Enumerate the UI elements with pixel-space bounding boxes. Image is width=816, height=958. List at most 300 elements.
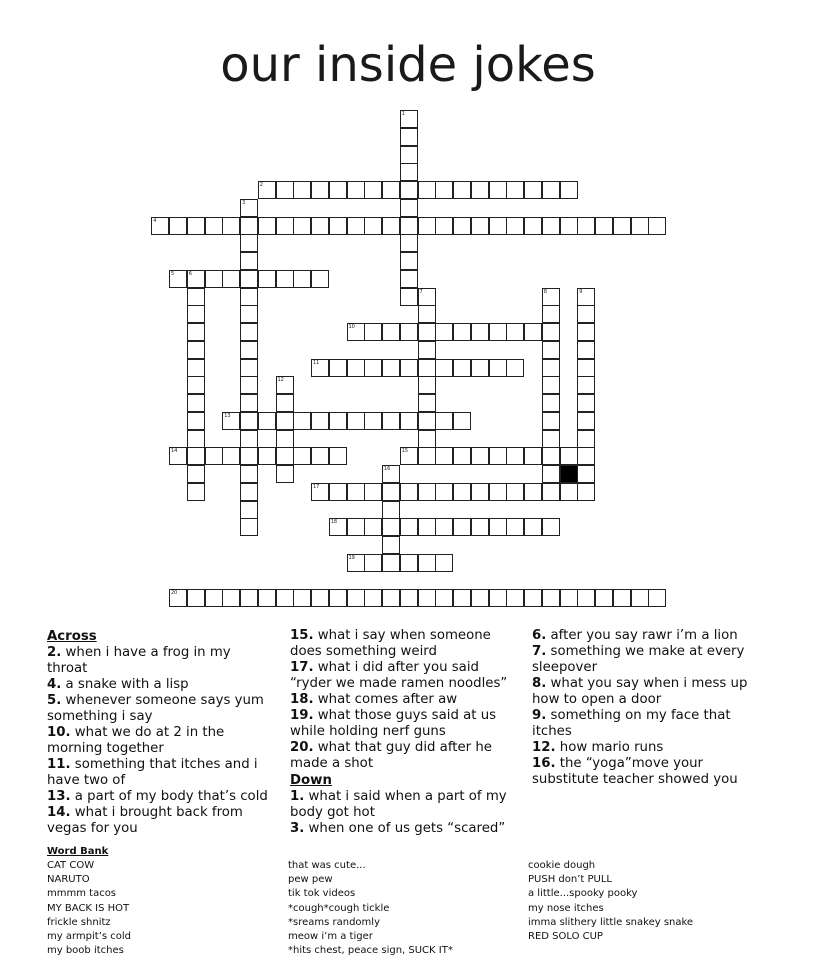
clue-number-label: 12. [532,740,556,755]
grid-cell[interactable] [418,376,436,394]
clue-number: 6 [188,270,192,277]
grid-cell[interactable] [382,536,400,554]
clue-number: 19 [348,554,355,561]
grid-cell[interactable] [382,554,400,572]
grid-cell[interactable] [187,217,205,235]
grid-cell[interactable] [577,341,595,359]
grid-cell[interactable] [577,359,595,377]
clue-text: what comes after aw [313,692,458,707]
grid-cell[interactable] [435,589,453,607]
grid-cell[interactable] [240,394,258,412]
grid-cell[interactable] [347,518,365,536]
grid-cell[interactable] [311,270,329,288]
clues-column-1 [47,628,275,837]
word-bank-item: pew pew [288,874,333,886]
word-bank-item: NARUTO [47,874,90,886]
grid-cell[interactable] [542,589,560,607]
grid-cell[interactable] [542,394,560,412]
grid-cell[interactable] [613,217,631,235]
clue-number-label: 19. [290,708,314,723]
grid-cell[interactable] [400,181,418,199]
grid-cell[interactable] [364,589,382,607]
grid-cell[interactable] [240,234,258,252]
grid-cell[interactable] [187,589,205,607]
grid-cell[interactable] [648,589,666,607]
clue-text: the “yoga”move your substitute teacher showed you [532,756,738,787]
grid-cell[interactable] [187,412,205,430]
grid-cell[interactable] [400,518,418,536]
grid-cell[interactable] [240,252,258,270]
grid-cell[interactable] [293,181,311,199]
grid-cell[interactable] [329,589,347,607]
grid-cell[interactable] [329,447,347,465]
grid-cell[interactable] [364,359,382,377]
clue-item [532,756,764,788]
grid-cell[interactable] [418,430,436,448]
grid-cell[interactable] [506,483,524,501]
grid-cell[interactable] [329,359,347,377]
grid-cell[interactable] [595,217,613,235]
grid-cell[interactable] [329,412,347,430]
grid-cell[interactable] [240,288,258,306]
grid-cell[interactable] [453,447,471,465]
grid-cell[interactable] [347,554,365,572]
grid-cell[interactable] [382,181,400,199]
grid-cell[interactable] [258,181,276,199]
grid-cell[interactable] [418,217,436,235]
grid-cell[interactable] [222,412,240,430]
clue-item [47,725,275,757]
grid-cell[interactable] [276,181,294,199]
grid-cell[interactable] [364,412,382,430]
grid-cell[interactable] [435,412,453,430]
grid-cell[interactable] [382,323,400,341]
grid-cell[interactable] [400,110,418,128]
grid-cell[interactable] [400,270,418,288]
grid-cell[interactable] [453,483,471,501]
grid-cell[interactable] [418,359,436,377]
grid-cell[interactable] [382,465,400,483]
grid-cell[interactable] [240,483,258,501]
word-bank-item: frickle shnitz [47,916,111,928]
grid-cell[interactable] [400,589,418,607]
grid-cell[interactable] [577,376,595,394]
clue-text: a part of my body that’s cold [70,789,268,804]
grid-cell[interactable] [631,589,649,607]
grid-cell[interactable] [187,270,205,288]
clue-text: something that itches and i have two of [47,757,258,788]
grid-cell[interactable] [577,323,595,341]
grid-cell[interactable] [311,359,329,377]
grid-cell[interactable] [276,589,294,607]
grid-cell[interactable] [577,412,595,430]
grid-cell[interactable] [293,412,311,430]
grid-cell[interactable] [240,217,258,235]
grid-cell[interactable] [205,589,223,607]
grid-cell[interactable] [364,181,382,199]
grid-cell[interactable] [453,518,471,536]
grid-cell[interactable] [613,589,631,607]
grid-cell[interactable] [240,518,258,536]
grid-cell[interactable] [542,323,560,341]
grid-cell[interactable] [542,181,560,199]
clue-item [47,677,275,693]
clue-item [47,805,275,837]
grid-cell[interactable] [205,217,223,235]
grid-cell[interactable] [577,288,595,306]
grid-cell[interactable] [506,589,524,607]
grid-cell[interactable] [400,234,418,252]
grid-cell[interactable] [276,430,294,448]
grid-cell[interactable] [400,412,418,430]
grid-cell[interactable] [400,199,418,217]
grid-cell[interactable] [382,217,400,235]
grid-cell[interactable] [542,305,560,323]
grid-cell[interactable] [187,305,205,323]
grid-cell[interactable] [169,447,187,465]
grid-cell[interactable] [347,359,365,377]
grid-cell[interactable] [187,359,205,377]
grid-cell[interactable] [577,305,595,323]
grid-cell[interactable] [524,589,542,607]
grid-cell[interactable] [400,447,418,465]
grid-cell[interactable] [311,412,329,430]
grid-cell[interactable] [489,518,507,536]
grid-cell[interactable] [311,483,329,501]
grid-cell[interactable] [347,217,365,235]
clue-number: 15 [401,448,409,455]
grid-cell[interactable] [471,589,489,607]
clue-number-label: 2. [47,645,62,660]
grid-cell[interactable] [222,217,240,235]
grid-cell[interactable] [453,217,471,235]
grid-cell[interactable] [240,376,258,394]
grid-cell[interactable] [418,394,436,412]
grid-cell[interactable] [435,554,453,572]
grid-cell[interactable] [418,305,436,323]
grid-cell[interactable] [364,217,382,235]
grid-cell[interactable] [382,501,400,519]
grid-cell[interactable] [187,341,205,359]
grid-cell[interactable] [524,181,542,199]
grid-cell[interactable] [560,181,578,199]
grid-cell[interactable] [435,518,453,536]
grid-cell[interactable] [240,270,258,288]
grid-cell[interactable] [240,323,258,341]
grid-cell[interactable] [240,501,258,519]
grid-cell[interactable] [240,359,258,377]
word-bank-item: my boob itches [47,945,124,957]
grid-cell[interactable] [240,412,258,430]
grid-cell[interactable] [293,447,311,465]
clue-number-label: 11. [47,757,71,772]
clue-item [290,660,518,692]
grid-cell[interactable] [560,447,578,465]
grid-cell[interactable] [542,412,560,430]
grid-cell[interactable] [648,217,666,235]
grid-cell[interactable] [222,447,240,465]
grid-cell[interactable] [418,181,436,199]
grid-cell[interactable] [205,270,223,288]
grid-cell[interactable] [400,359,418,377]
grid-cell[interactable] [329,518,347,536]
grid-cell[interactable] [453,359,471,377]
grid-cell[interactable] [187,447,205,465]
grid-cell[interactable] [435,359,453,377]
grid-cell[interactable] [595,589,613,607]
clue-item [47,789,275,805]
grid-cell[interactable] [489,323,507,341]
grid-cell[interactable] [400,288,418,306]
grid-cell[interactable] [293,589,311,607]
grid-cell[interactable] [240,465,258,483]
clue-text: what we do at 2 in the morning together [47,725,225,756]
grid-cell[interactable] [471,323,489,341]
grid-cell[interactable] [187,430,205,448]
grid-cell[interactable] [311,217,329,235]
grid-cell[interactable] [577,447,595,465]
clues-column-2 [290,628,518,837]
grid-cell[interactable] [542,483,560,501]
grid-cell[interactable] [631,217,649,235]
clue-number-label: 15. [290,628,314,643]
grid-cell[interactable] [471,518,489,536]
grid-cell[interactable] [400,146,418,164]
grid-cell[interactable] [364,323,382,341]
grid-cell[interactable] [169,589,187,607]
grid-cell[interactable] [347,589,365,607]
grid-cell[interactable] [347,181,365,199]
grid-cell[interactable] [400,252,418,270]
grid-cell[interactable] [400,217,418,235]
grid-cell[interactable] [418,412,436,430]
clue-item [532,740,764,756]
grid-cell[interactable] [400,554,418,572]
grid-cell[interactable] [276,465,294,483]
grid-cell[interactable] [347,323,365,341]
grid-cell[interactable] [542,465,560,483]
grid-cell[interactable] [489,483,507,501]
clue-number: 11 [313,359,320,366]
grid-cell[interactable] [506,359,524,377]
grid-cell[interactable] [506,181,524,199]
grid-cell[interactable] [418,518,436,536]
grid-cell[interactable] [489,217,507,235]
clue-number: 18 [330,519,338,526]
grid-cell[interactable] [311,589,329,607]
grid-cell[interactable] [276,376,294,394]
word-bank-title: Word Bank [47,846,109,857]
grid-cell[interactable] [471,181,489,199]
grid-cell[interactable] [382,412,400,430]
grid-cell[interactable] [489,181,507,199]
grid-cell[interactable] [418,554,436,572]
grid-cell[interactable] [418,589,436,607]
grid-cell[interactable] [577,483,595,501]
grid-cell[interactable] [418,323,436,341]
grid-cell[interactable] [276,447,294,465]
clue-item [290,789,518,821]
grid-cell[interactable] [506,518,524,536]
grid-cell[interactable] [453,181,471,199]
clue-number: 2 [259,182,263,188]
clue-item [532,676,764,708]
grid-cell[interactable] [347,412,365,430]
grid-cell[interactable] [400,323,418,341]
grid-cell[interactable] [187,483,205,501]
grid-cell[interactable] [329,483,347,501]
clue-number: 8 [543,288,547,295]
clue-number: 1 [401,111,405,117]
grid-cell[interactable] [364,518,382,536]
grid-cell[interactable] [187,394,205,412]
grid-cell[interactable] [542,359,560,377]
grid-cell[interactable] [542,376,560,394]
word-bank-item: cookie dough [528,860,596,871]
grid-cell[interactable] [418,288,436,306]
grid-cell[interactable] [435,323,453,341]
grid-cell[interactable] [258,589,276,607]
grid-cell[interactable] [311,181,329,199]
grid-cell[interactable] [560,483,578,501]
word-bank-item: *hits chest, peace sign, SUCK IT* [288,945,453,957]
clue-number: 17 [313,483,320,490]
grid-cell[interactable] [258,270,276,288]
grid-cell[interactable] [400,163,418,181]
clue-text: something on my face that itches [532,708,731,739]
grid-cell[interactable] [258,447,276,465]
grid-cell[interactable] [577,430,595,448]
grid-cell[interactable] [293,270,311,288]
grid-cell[interactable] [453,412,471,430]
grid-cell[interactable] [205,447,223,465]
grid-cell[interactable] [276,217,294,235]
clue-text: when i have a frog in my throat [47,645,231,676]
grid-cell[interactable] [418,341,436,359]
grid-cell[interactable] [489,589,507,607]
grid-cell[interactable] [542,518,560,536]
grid-cell[interactable] [169,270,187,288]
grid-cell[interactable] [560,217,578,235]
grid-cell[interactable] [489,359,507,377]
grid-cell[interactable] [276,412,294,430]
grid-cell[interactable] [400,483,418,501]
grid-cell[interactable] [577,465,595,483]
grid-cell[interactable] [364,554,382,572]
clue-number-label: 10. [47,725,71,740]
grid-cell[interactable] [524,217,542,235]
grid-cell[interactable] [418,447,436,465]
grid-cell[interactable] [471,483,489,501]
grid-cell[interactable] [524,447,542,465]
grid-cell[interactable] [506,447,524,465]
grid-cell[interactable] [489,447,507,465]
grid-cell[interactable] [329,181,347,199]
word-bank-item: mmmm tacos [47,888,117,900]
clue-number: 12 [277,377,284,384]
grid-cell[interactable] [382,359,400,377]
grid-cell[interactable] [542,341,560,359]
grid-cell[interactable] [577,394,595,412]
grid-cell[interactable] [347,483,365,501]
grid-cell[interactable] [524,483,542,501]
grid-cell[interactable] [293,217,311,235]
clue-item [290,692,518,708]
grid-cell[interactable] [506,217,524,235]
grid-cell[interactable] [471,359,489,377]
grid-cell[interactable] [311,447,329,465]
clue-number-label: 3. [290,821,305,836]
grid-cell[interactable] [577,589,595,607]
grid-cell[interactable] [151,217,169,235]
grid-cell[interactable] [471,447,489,465]
grid-cell[interactable] [382,589,400,607]
clue-item [532,628,764,644]
grid-cell[interactable] [240,430,258,448]
grid-cell[interactable] [418,483,436,501]
clue-item [290,708,518,740]
grid-cell[interactable] [240,305,258,323]
grid-cell[interactable] [435,181,453,199]
grid-cell[interactable] [364,483,382,501]
grid-cell[interactable] [382,483,400,501]
grid-cell[interactable] [240,199,258,217]
grid-cell[interactable] [329,217,347,235]
word-bank-item: that was cute... [288,860,366,871]
grid-cell[interactable] [187,323,205,341]
grid-cell[interactable] [542,430,560,448]
grid-cell[interactable] [276,394,294,412]
grid-cell[interactable] [524,323,542,341]
grid-cell[interactable] [400,128,418,146]
grid-cell[interactable] [453,323,471,341]
grid-cell[interactable] [240,589,258,607]
word-bank-item: CAT COW [47,860,95,871]
grid-cell[interactable] [187,288,205,306]
grid-cell[interactable] [542,217,560,235]
clues-column-3 [532,628,764,788]
grid-cell[interactable] [524,518,542,536]
clue-text: what i brought back from vegas for you [47,805,243,836]
grid-cell[interactable] [258,412,276,430]
word-bank-item: a little...spooky pooky [528,888,638,900]
grid-cell[interactable] [187,376,205,394]
clue-item [532,644,764,676]
grid-cell[interactable] [435,483,453,501]
grid-cell[interactable] [435,447,453,465]
grid-cell[interactable] [453,589,471,607]
grid-cell[interactable] [240,447,258,465]
grid-cell[interactable] [240,341,258,359]
grid-cell[interactable] [506,323,524,341]
grid-cell[interactable] [542,447,560,465]
grid-cell[interactable] [577,217,595,235]
grid-cell[interactable] [560,589,578,607]
grid-cell[interactable] [542,288,560,306]
grid-cell[interactable] [435,217,453,235]
grid-cell[interactable] [258,217,276,235]
word-bank-column-3 [528,859,693,944]
grid-cell[interactable] [169,217,187,235]
clue-number: 10 [348,324,355,330]
grid-cell[interactable] [382,518,400,536]
grid-cell[interactable] [471,217,489,235]
grid-cell[interactable] [222,270,240,288]
grid-cell[interactable] [276,270,294,288]
clue-item [290,740,518,772]
grid-cell[interactable] [222,589,240,607]
grid-cell[interactable] [187,465,205,483]
